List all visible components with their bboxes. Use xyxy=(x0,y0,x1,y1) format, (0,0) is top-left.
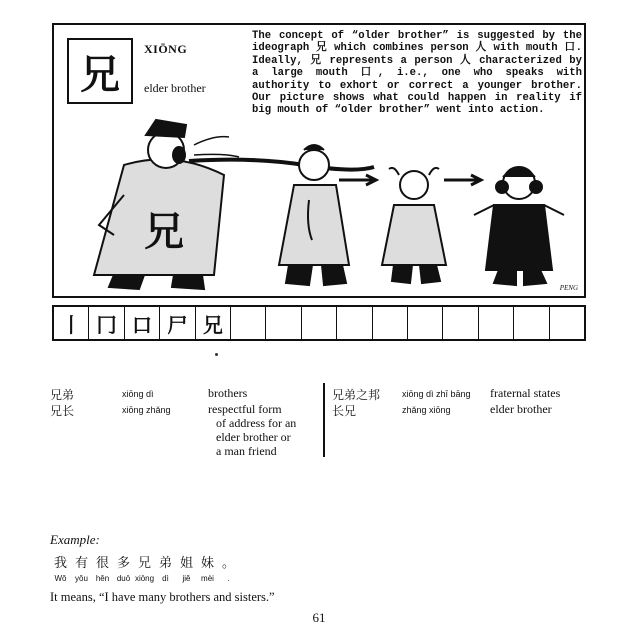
example-char: 妹 xyxy=(200,556,214,571)
vocab-english-line: of address for an xyxy=(216,416,297,430)
example-label: Example: xyxy=(50,532,100,547)
example-pinyin: mèi xyxy=(201,574,214,583)
vocab-english-line: elder brother or xyxy=(216,430,291,444)
stroke-cell: 尸 xyxy=(160,307,195,339)
example-pinyin: xiōng xyxy=(134,574,155,583)
cartoon-illustration xyxy=(54,105,584,295)
stroke-cell: 冂 xyxy=(89,307,124,339)
character-description: The concept of “older brother” is suggested by the ideograph 兄 which combines person 人 with mouth 口. Ideally, 兄 represents a person 人 characterized by a large mouth 口, i.e., one who speaks with authority to exhort or correct a younger brother. Our picture shows what could happen in reality if big mouth of “older brother” went into action. xyxy=(252,30,582,117)
stroke-cell xyxy=(231,307,266,339)
small-child-figure xyxy=(382,168,446,283)
stroke-cell: 兄 xyxy=(196,307,231,339)
robe-character: 兄 xyxy=(144,209,184,255)
example-word xyxy=(176,552,197,583)
stray-dot xyxy=(215,353,218,356)
page-number: 61 xyxy=(312,610,326,625)
vocab-hanzi: 长兄 xyxy=(332,404,357,418)
example-pinyin: yǒu xyxy=(75,574,88,583)
vocab-english-line: respectful form xyxy=(208,402,282,416)
vocab-hanzi: 兄长 xyxy=(50,404,75,418)
arrow-1 xyxy=(339,175,376,185)
older-brother-figure xyxy=(94,120,239,289)
example-pinyin: jiě xyxy=(182,574,191,583)
vocab-pinyin: xiōng dì xyxy=(122,389,154,399)
stroke-order-grid xyxy=(52,305,586,341)
vocab-pinyin: zhǎng xiōng xyxy=(402,405,451,415)
example-translation: It means, “I have many brothers and sisters.” xyxy=(50,590,275,604)
stroke-cell: 丨 xyxy=(54,307,89,339)
stroke-cell xyxy=(337,307,372,339)
vocab-english: elder brother xyxy=(490,402,552,416)
example-pinyin: Wǒ xyxy=(54,574,67,583)
vocab-hanzi: 兄弟 xyxy=(50,388,75,402)
stroke-cell xyxy=(550,307,584,339)
example-char: 有 xyxy=(74,556,88,571)
vocab-english-line: a man friend xyxy=(216,444,277,458)
stroke-cell xyxy=(373,307,408,339)
example-char: 兄 xyxy=(137,556,151,571)
stroke-cell xyxy=(302,307,337,339)
example-char: 我 xyxy=(53,556,67,571)
vocab-hanzi: 兄弟之邦 xyxy=(332,388,381,402)
example-word xyxy=(155,552,176,583)
stroke-cell: 口 xyxy=(125,307,160,339)
younger-brother-figure xyxy=(279,145,349,285)
example-word xyxy=(134,552,155,583)
example-char: 姐 xyxy=(179,556,193,571)
stroke-cell xyxy=(443,307,478,339)
vocab-divider xyxy=(323,383,325,457)
example-char: 。 xyxy=(221,556,235,571)
artist-signature: PENG xyxy=(559,284,578,292)
shout-beam xyxy=(189,160,374,170)
example-word xyxy=(71,552,92,583)
illustration-panel xyxy=(52,23,586,298)
example-word xyxy=(113,552,134,583)
example-word xyxy=(197,552,218,583)
example-char: 很 xyxy=(95,556,109,571)
example-pinyin: . xyxy=(227,574,230,583)
character-meaning: elder brother xyxy=(144,81,206,95)
stroke-cell xyxy=(266,307,301,339)
stroke-cell xyxy=(408,307,443,339)
stroke-cell xyxy=(479,307,514,339)
example-sentence xyxy=(50,552,239,583)
example-word xyxy=(218,552,239,583)
example-pinyin: hěn xyxy=(95,574,110,583)
example-pinyin: dì xyxy=(162,574,169,583)
stroke-cell xyxy=(514,307,549,339)
vocab-pinyin: xiōng dì zhī bāng xyxy=(402,389,471,399)
example-word xyxy=(50,552,71,583)
example-word xyxy=(92,552,113,583)
character-pinyin: XIŌNG xyxy=(144,42,188,56)
example-char: 多 xyxy=(116,556,130,571)
vocab-pinyin: xiōng zhǎng xyxy=(122,405,171,415)
arrow-2 xyxy=(444,175,481,185)
vocab-english: brothers xyxy=(208,386,248,400)
example-char: 弟 xyxy=(158,556,172,571)
vocab-english: fraternal states xyxy=(490,386,561,400)
main-character-box: 兄 xyxy=(67,38,133,104)
girl-figure xyxy=(474,167,564,285)
example-pinyin: duō xyxy=(116,574,131,583)
